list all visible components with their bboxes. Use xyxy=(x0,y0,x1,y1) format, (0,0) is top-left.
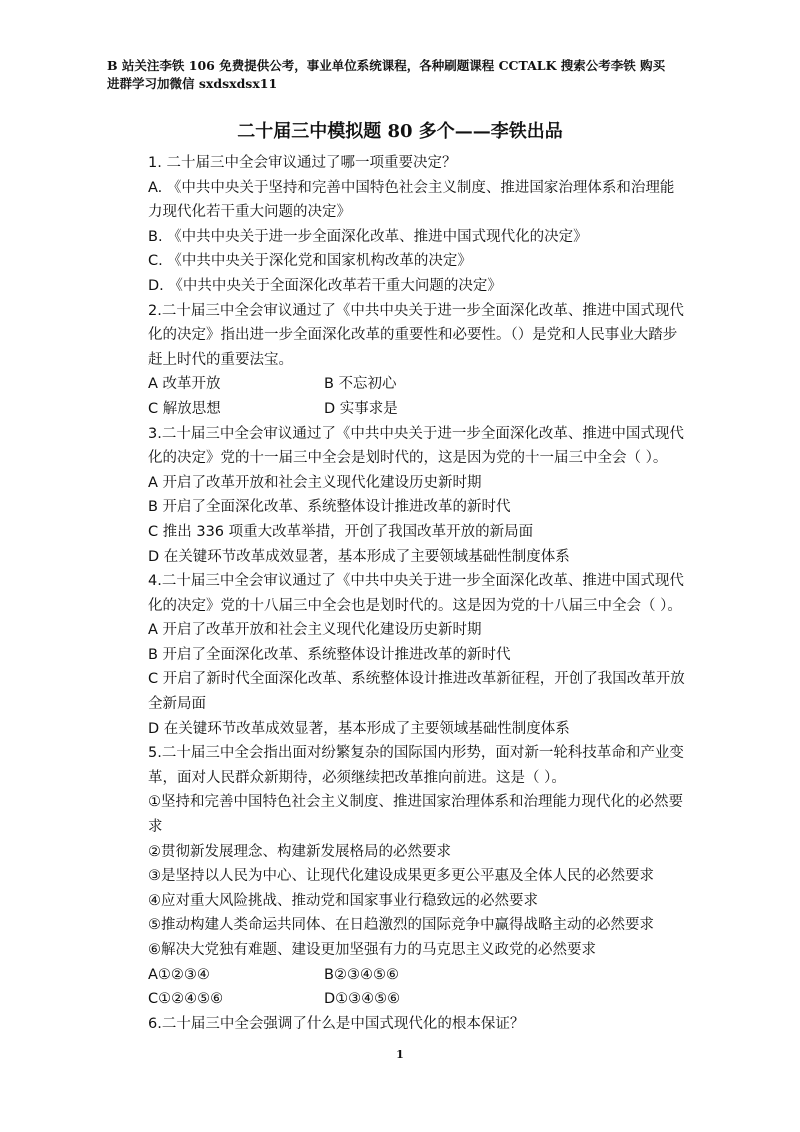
question-4-option-c: C 开启了新时代全面深化改革、系统整体设计推进改革新征程，开创了我国改革开放全新局面 xyxy=(148,671,685,713)
question-5-item-1: ①坚持和完善中国特色社会主义制度、推进国家治理体系和治理能力现代化的必然要求 xyxy=(148,794,683,836)
question-5-option-b: B②③④⑤⑥ xyxy=(324,966,399,983)
question-5-stem: 5.二十届三中全会指出面对纷繁复杂的国际国内形势，面对新一轮科技革命和产业变革，面对人民群众新期待，必须继续把改革推向前进。这是（ ）。 xyxy=(148,745,684,786)
question-5-item-2: ②贯彻新发展理念、构建新发展格局的必然要求 xyxy=(148,843,451,860)
question-1-stem: 1. 二十届三中全会审议通过了哪一项重要决定？ xyxy=(148,155,457,171)
question-5-options-row-1 xyxy=(120,963,687,988)
question-3-option-d: D 在关键环节改革成效显著，基本形成了主要领域基础性制度体系 xyxy=(148,548,570,565)
question-2-stem: 2.二十届三中全会审议通过了《中共中央关于进一步全面深化改革、推进中国式现代化的决定》指出进一步全面深化改革的重要性和必要性。（）是党和人民事业大踏步赶上时代的重要法宝。 xyxy=(148,302,684,368)
question-3-option-b: B 开启了全面深化改革、系统整体设计推进改革的新时代 xyxy=(148,499,511,516)
question-6-stem: 6.二十届三中全会强调了什么是中国式现代化的根本保证？ xyxy=(148,1015,525,1032)
question-2-option-c: C 解放思想 xyxy=(148,400,221,417)
promo-line-1: B 站关注李铁 106 免费提供公考，事业单位系统课程，各种刷题课程 CCTALK 搜索公考李铁 购买 xyxy=(107,58,666,73)
question-1-option-d: D. 《中共中央关于全面深化改革若干重大问题的决定》 xyxy=(148,277,502,294)
question-3-stem: 3.二十届三中全会审议通过了《中共中央关于进一步全面深化改革、推进中国式现代化的决定》党的十一届三中全会是划时代的，这是因为党的十一届三中全会（ ）。 xyxy=(148,425,684,467)
question-4-stem: 4.二十届三中全会审议通过了《中共中央关于进一步全面深化改革、推进中国式现代化的决定》党的十八届三中全会也是划时代的。这是因为党的十八届三中全会（ ）。 xyxy=(148,573,684,614)
question-3-option-c: C 推出 336 项重大改革举措，开创了我国改革开放的新局面 xyxy=(148,523,534,540)
question-2-options-row-2 xyxy=(120,397,687,422)
question-4-option-a: A 开启了改革开放和社会主义现代化建设历史新时期 xyxy=(148,622,482,639)
question-5-option-c: C①②④⑤⑥ xyxy=(148,991,224,1008)
promo-line-2: 进群学习加微信 sxdsxdsx11 xyxy=(107,76,278,91)
question-5-item-5: ⑤推动构建人类命运共同体、在日趋激烈的国际竞争中赢得战略主动的必然要求 xyxy=(148,917,654,934)
question-4-option-d: D 在关键环节改革成效显著，基本形成了主要领域基础性制度体系 xyxy=(148,720,570,737)
page-number: 1 xyxy=(396,1048,404,1061)
question-5-option-d: D①③④⑤⑥ xyxy=(324,991,401,1008)
question-1-option-c: C. 《中共中央关于深化党和国家机构改革的决定》 xyxy=(148,253,472,270)
question-2-option-a: A 改革开放 xyxy=(148,376,221,393)
promo-header xyxy=(107,57,687,93)
question-5-item-3: ③是坚持以人民为中心、让现代化建设成果更多更公平惠及全体人民的必然要求 xyxy=(148,868,654,885)
question-5-options-row-2 xyxy=(120,987,687,1012)
question-5-item-4: ④应对重大风险挑战、推动党和国家事业行稳致远的必然要求 xyxy=(148,892,538,909)
question-list xyxy=(120,151,687,1036)
document-title: 二十届三中模拟题 80 多个——李铁出品 xyxy=(237,121,563,142)
question-5-option-a: A①②③④ xyxy=(148,966,210,983)
question-2-option-b: B 不忘初心 xyxy=(324,376,397,393)
question-4-option-b: B 开启了全面深化改革、系统整体设计推进改革的新时代 xyxy=(148,646,511,663)
question-2-options-row-1 xyxy=(120,372,687,397)
question-2-option-d: D 实事求是 xyxy=(324,400,398,417)
question-1-option-a: A. 《中共中央关于坚持和完善中国特色社会主义制度、推进国家治理体系和治理能力现代化若干重大问题的决定》 xyxy=(148,179,675,221)
question-1-option-b: B. 《中共中央关于进一步全面深化改革、推进中国式现代化的决定》 xyxy=(148,228,588,245)
question-3-option-a: A 开启了改革开放和社会主义现代化建设历史新时期 xyxy=(148,474,482,491)
question-5-item-6: ⑥解决大党独有难题、建设更加坚强有力的马克思主义政党的必然要求 xyxy=(148,942,596,958)
